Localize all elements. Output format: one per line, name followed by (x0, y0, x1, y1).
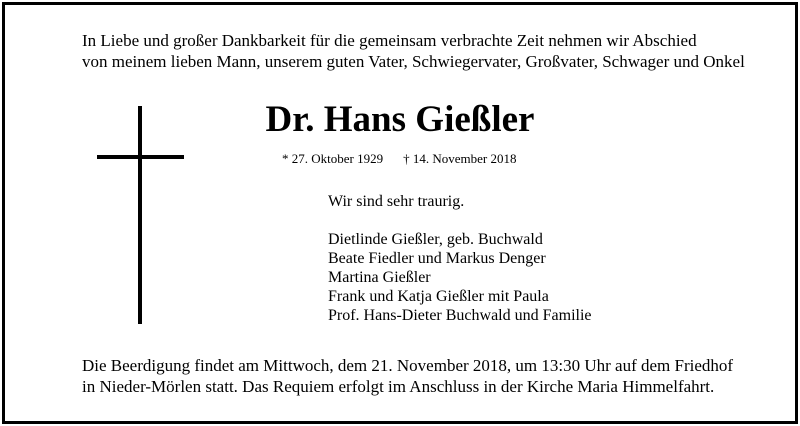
mourning-statement: Wir sind sehr traurig. (328, 193, 465, 210)
intro-line-1: In Liebe und großer Dankbarkeit für die gemeinsam verbrachte Zeit nehmen wir Abschied (82, 31, 697, 50)
deceased-name: Dr. Hans Gießler (265, 99, 535, 140)
list-item: Frank und Katja Gießler mit Paula (328, 288, 549, 305)
list-item: Martina Gießler (328, 269, 431, 286)
funeral-notice (82, 355, 733, 397)
funeral-line-1: Die Beerdigung findet am Mittwoch, dem 21. November 2018, um 13:30 Uhr auf dem Friedhof (82, 356, 734, 375)
death-date: † 14. November 2018 (403, 151, 517, 166)
cross-horizontal-bar (97, 155, 184, 159)
intro-line-2: von meinem lieben Mann, unserem guten Vater, Schwiegervater, Großvater, Schwager und Onkel (82, 52, 745, 71)
intro-text (82, 30, 745, 72)
list-item: Prof. Hans-Dieter Buchwald und Familie (328, 307, 592, 324)
list-item: Beate Fiedler und Markus Denger (328, 250, 546, 267)
list-item: Dietlinde Gießler, geb. Buchwald (328, 231, 543, 248)
funeral-line-2: in Nieder-Mörlen statt. Das Requiem erfolgt im Anschluss in der Kirche Maria Himmelfahrt. (82, 377, 715, 396)
birth-date: * 27. Oktober 1929 (282, 151, 384, 166)
mourners-list (328, 230, 592, 325)
life-dates (282, 151, 516, 167)
